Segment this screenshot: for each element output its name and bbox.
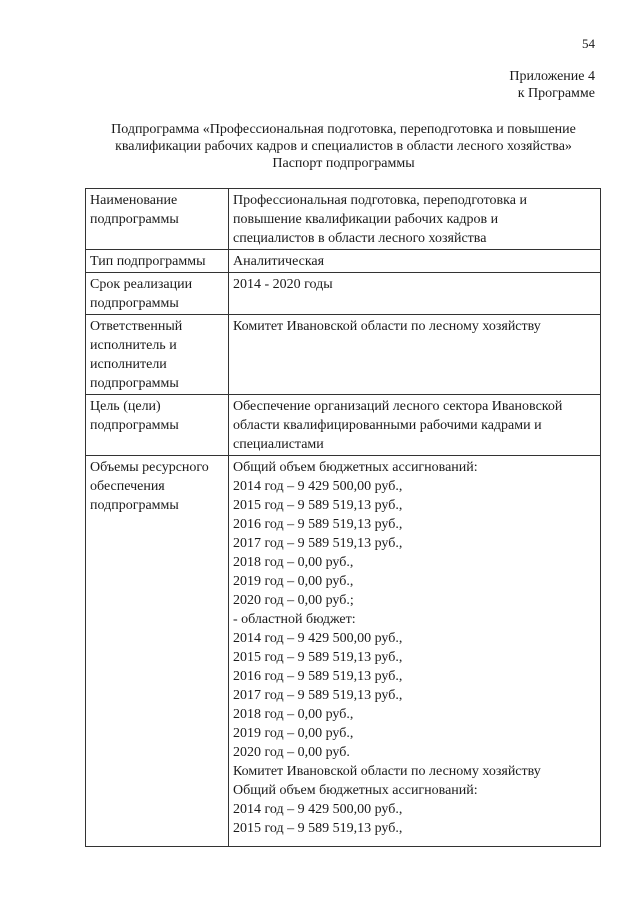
table-row-funding [86,456,601,847]
subprogram-passport-table [85,188,601,847]
cell-text-line: Общий объем бюджетных ассигнований: [233,783,478,798]
cell-text-line: Цель (цели) [90,399,161,414]
passport-heading: Паспорт подпрограммы [272,156,415,171]
row-label [86,315,229,395]
cell-text-line: Комитет Ивановской области по лесному хозяйству [233,764,541,779]
cell-text-line: 2014 - 2020 годы [233,277,333,292]
cell-text-line: 2019 год – 0,00 руб., [233,726,354,741]
row-value [229,189,601,250]
cell-text-line: Комитет Ивановской области по лесному хозяйству [233,319,541,334]
subprogram-title-line: Подпрограмма «Профессиональная подготовка, переподготовка и повышение [111,122,576,137]
cell-text-line: Тип подпрограммы [90,254,206,269]
cell-text-line: 2014 год – 9 429 500,00 руб., [233,479,403,494]
cell-text-line: подпрограммы [90,296,179,311]
cell-text-line: подпрограммы [90,418,179,433]
cell-text-line: 2015 год – 9 589 519,13 руб., [233,821,403,836]
page-number: 54 [582,36,595,51]
cell-text-line: Объемы ресурсного [90,460,209,475]
row-value [229,456,601,847]
appendix-reference [509,68,595,102]
cell-text-line: исполнитель и [90,338,177,353]
cell-text-line: 2018 год – 0,00 руб., [233,707,354,722]
cell-text-line: исполнители [90,357,167,372]
cell-text-line: Обеспечение организаций лесного сектора Ивановской [233,399,563,414]
cell-text-line: подпрограммы [90,212,179,227]
cell-text-line: Общий объем бюджетных ассигнований: [233,460,478,475]
cell-text-line: 2019 год – 0,00 руб., [233,574,354,589]
row-value [229,395,601,456]
appendix-line: к Программе [517,86,595,101]
cell-text-line: 2014 год – 9 429 500,00 руб., [233,631,403,646]
cell-text-line: Ответственный [90,319,183,334]
subprogram-title-line: квалификации рабочих кадров и специалистов в области лесного хозяйства» [115,139,572,154]
row-label [86,250,229,273]
cell-text-line: 2018 год – 0,00 руб., [233,555,354,570]
cell-text-line: 2017 год – 9 589 519,13 руб., [233,688,403,703]
row-label [86,189,229,250]
cell-text-line: специалистами [233,437,324,452]
table-row-responsible [86,315,601,395]
cell-text-line: 2014 год – 9 429 500,00 руб., [233,802,403,817]
cell-text-line: Срок реализации [90,277,193,292]
cell-text-line: - областной бюджет: [233,612,356,627]
cell-text-line: подпрограммы [90,376,179,391]
cell-text-line: 2016 год – 9 589 519,13 руб., [233,669,403,684]
document-title [70,121,617,172]
row-label [86,395,229,456]
cell-text-line: 2015 год – 9 589 519,13 руб., [233,650,403,665]
cell-text-line: 2017 год – 9 589 519,13 руб., [233,536,403,551]
row-value [229,315,601,395]
cell-text-line: специалистов в области лесного хозяйства [233,231,487,246]
cell-text-line: 2016 год – 9 589 519,13 руб., [233,517,403,532]
appendix-line: Приложение 4 [509,69,595,84]
cell-text-line: Профессиональная подготовка, переподготовка и [233,193,527,208]
cell-text-line: повышение квалификации рабочих кадров и [233,212,499,227]
cell-text-line: области квалифицированными рабочими кадрами и [233,418,542,433]
row-value [229,250,601,273]
row-label [86,456,229,847]
row-value [229,273,601,315]
table-row-period [86,273,601,315]
cell-text-line: подпрограммы [90,498,179,513]
table-row-goal [86,395,601,456]
table-row-name [86,189,601,250]
cell-text-line: 2020 год – 0,00 руб.; [233,593,354,608]
cell-text-line: 2015 год – 9 589 519,13 руб., [233,498,403,513]
row-label [86,273,229,315]
cell-text-line: Аналитическая [233,254,325,269]
cell-text-line: обеспечения [90,479,165,494]
cell-text-line: 2020 год – 0,00 руб. [233,745,350,760]
cell-text-line: Наименование [90,193,178,208]
table-row-type [86,250,601,273]
